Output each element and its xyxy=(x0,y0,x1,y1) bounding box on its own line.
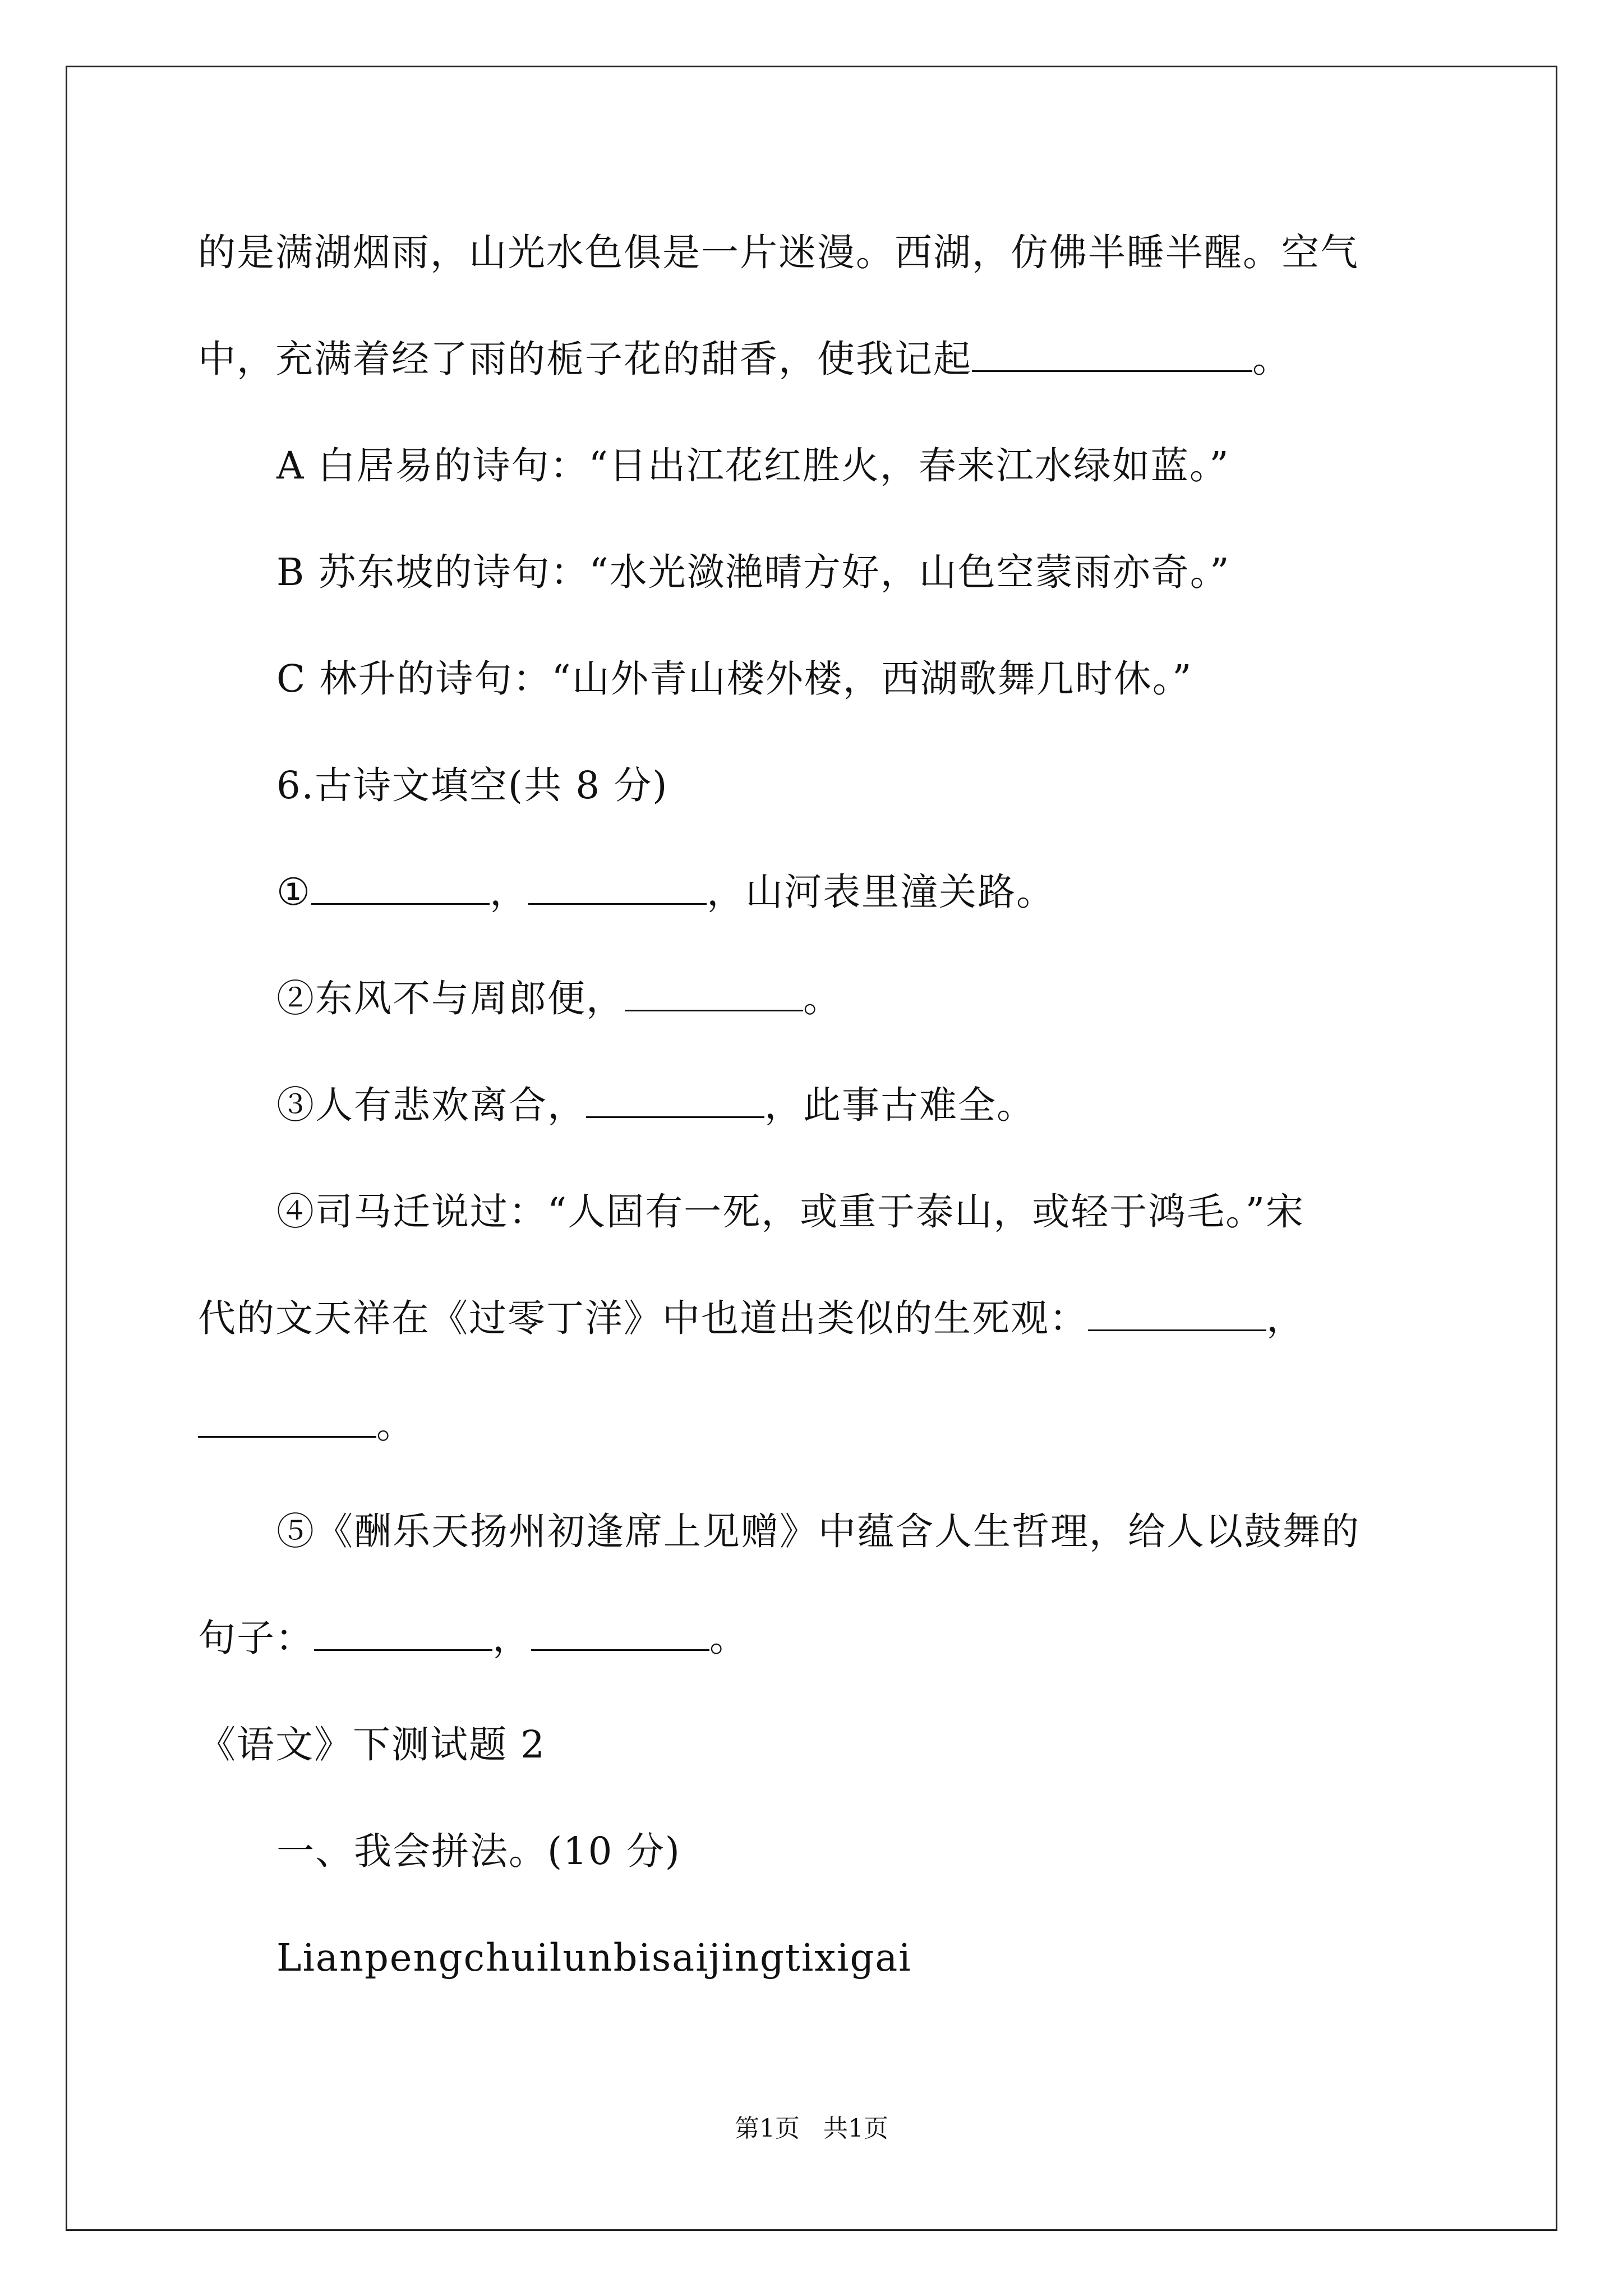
fill-blank[interactable] xyxy=(528,872,707,905)
question-6-title xyxy=(276,763,668,808)
pinyin-line xyxy=(276,1935,912,1980)
text-run: ① xyxy=(276,870,312,914)
heading-text: 《语文》下测试题 2 xyxy=(198,1723,546,1766)
text-run: ， xyxy=(1266,1296,1305,1340)
fill-blank[interactable] xyxy=(198,1405,376,1438)
paragraph-line xyxy=(198,1402,415,1447)
text-run: 。 xyxy=(709,1616,748,1660)
fill-blank[interactable] xyxy=(311,872,490,905)
pinyin-text: Lianpengchuilunbisaijingtixigai xyxy=(276,1936,912,1980)
option-b xyxy=(276,550,1230,595)
question-6-item-1 xyxy=(276,869,1055,914)
question-6-item-2 xyxy=(276,976,842,1021)
text-run: ④司马迁说过：“人固有一死，或重于泰山，或轻于鸿毛。”宋 xyxy=(276,1190,1305,1234)
text-run: 。 xyxy=(376,1403,415,1447)
option-a xyxy=(276,443,1230,488)
text-run: ， xyxy=(490,870,529,914)
text-run: 句子： xyxy=(198,1616,314,1660)
page-number: 第1页 共1页 xyxy=(735,2114,888,2143)
text-run: ②东风不与周郎便， xyxy=(276,977,625,1020)
text-run: ⑤《酬乐天扬州初逢席上见赠》中蕴含人生哲理，给人以鼓舞的 xyxy=(276,1510,1360,1553)
text-run: 中，充满着经了雨的栀子花的甜香，使我记起 xyxy=(198,337,972,381)
option-c xyxy=(276,656,1193,701)
question-6-item-5 xyxy=(276,1509,1360,1554)
fill-blank[interactable] xyxy=(972,339,1252,372)
text-run: ③人有悲欢离合， xyxy=(276,1083,586,1127)
section-1-title xyxy=(276,1829,681,1874)
test-2-title xyxy=(198,1722,546,1767)
text-run: 。 xyxy=(803,977,842,1020)
fill-blank[interactable] xyxy=(625,978,803,1011)
text-run: ， xyxy=(492,1616,531,1660)
page-footer xyxy=(0,2112,1623,2146)
text-run: ，山河表里潼关路。 xyxy=(707,870,1055,914)
question-6-item-3 xyxy=(276,1083,1035,1128)
fill-blank[interactable] xyxy=(1088,1298,1266,1331)
text-run: 代的文天祥在《过零丁洋》中也道出类似的生死观： xyxy=(198,1296,1088,1340)
paragraph-line xyxy=(198,230,1359,275)
page-border xyxy=(66,66,1557,2231)
option-c-text: C 林升的诗句：“山外青山楼外楼，西湖歌舞几时休。” xyxy=(276,657,1193,701)
text-run: ，此事古难全。 xyxy=(764,1083,1035,1127)
text-run: 的是满湖烟雨，山光水色俱是一片迷漫。西湖，仿佛半睡半醒。空气 xyxy=(198,231,1359,274)
heading-text: 一、我会拼法。(10 分) xyxy=(276,1829,681,1873)
fill-blank[interactable] xyxy=(586,1085,764,1118)
fill-blank[interactable] xyxy=(314,1618,492,1651)
text-run: 。 xyxy=(1252,337,1291,381)
fill-blank[interactable] xyxy=(531,1618,709,1651)
paragraph-line xyxy=(198,337,1291,381)
question-title-text: 6.古诗文填空(共 8 分) xyxy=(276,763,668,807)
paragraph-line xyxy=(198,1296,1305,1341)
option-b-text: B 苏东坡的诗句：“水光潋滟晴方好，山色空蒙雨亦奇。” xyxy=(276,550,1230,594)
paragraph-line xyxy=(198,1616,748,1660)
question-6-item-4 xyxy=(276,1189,1304,1234)
option-a-text: A 白居易的诗句：“日出江花红胜火，春来江水绿如蓝。” xyxy=(276,444,1230,487)
